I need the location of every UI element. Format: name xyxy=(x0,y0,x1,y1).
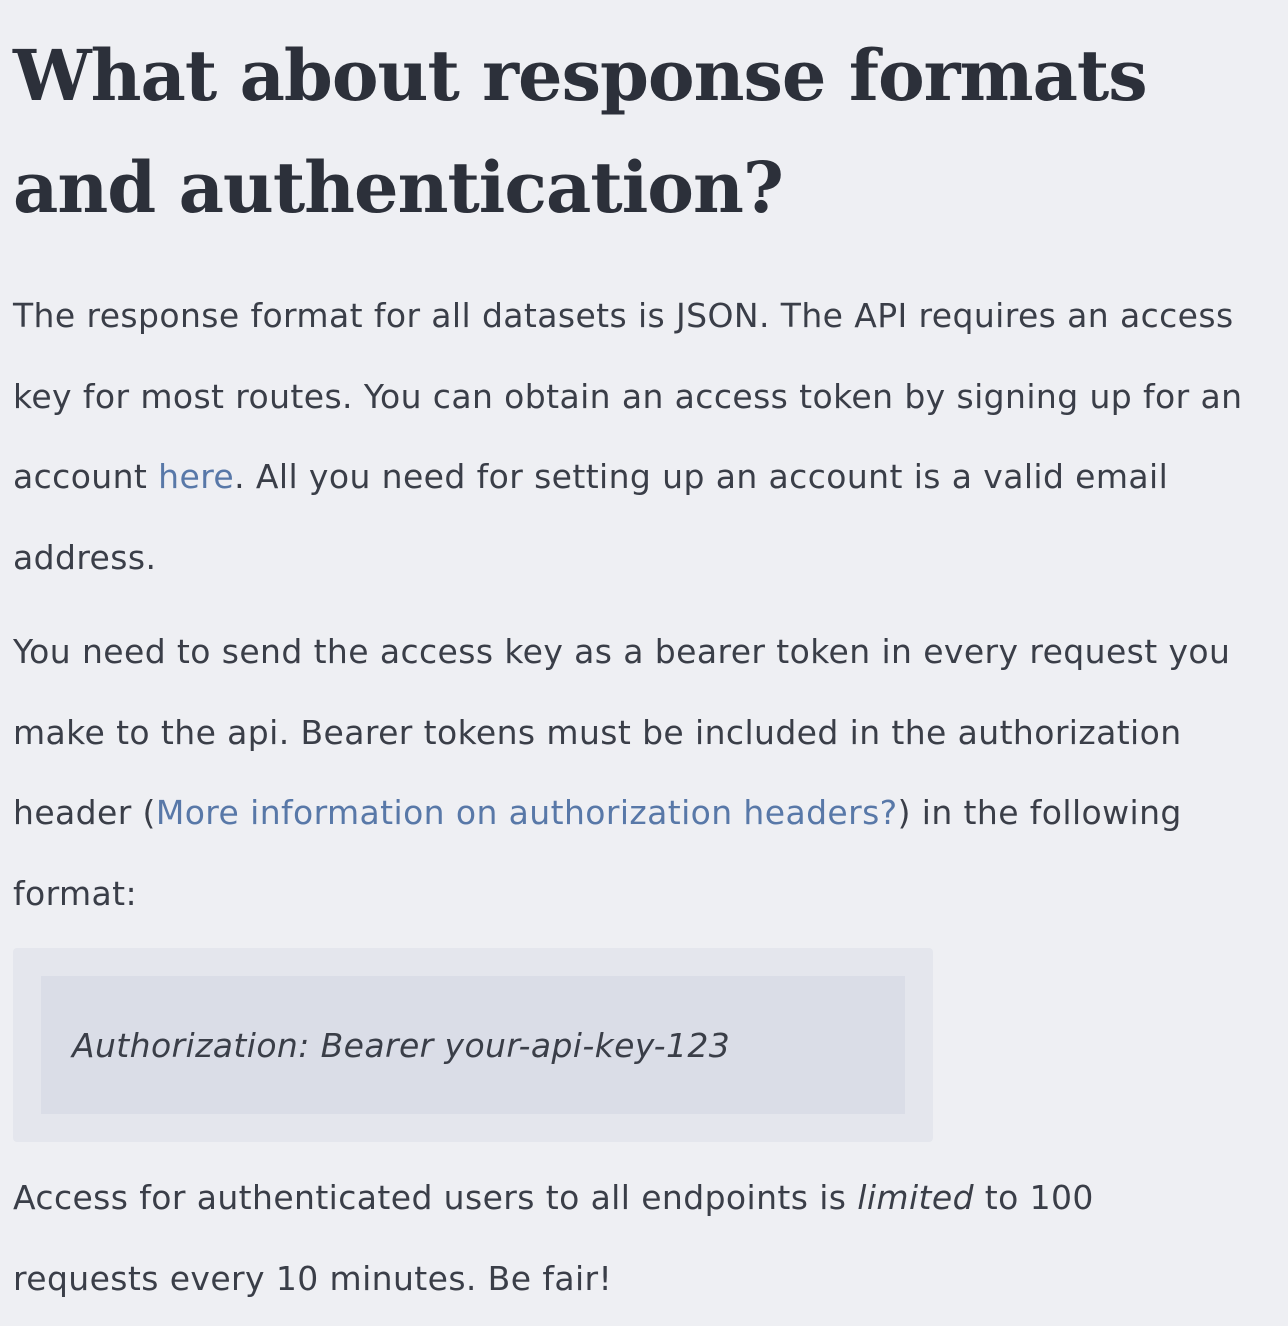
paragraph-text: ) in the following format: xyxy=(13,793,1182,913)
authorization-header-example: Authorization: Bearer your-api-key-123 xyxy=(72,1025,731,1065)
signup-here-link[interactable]: here xyxy=(158,457,235,496)
code-block xyxy=(13,948,933,1142)
paragraph-text: . All you need for setting up an account is a valid email address. xyxy=(13,457,1169,577)
paragraph-response-format xyxy=(13,276,1273,598)
paragraph-text: to 100 requests every 10 minutes. Be fair! xyxy=(13,1178,1094,1298)
paragraph-text: The response format for all datasets is JSON. The API requires an access key for most routes. You can obtain an access token by signing up for an account xyxy=(13,296,1243,496)
code-block-inner xyxy=(41,976,905,1114)
paragraph-text: Access for authenticated users to all endpoints is xyxy=(13,1178,858,1217)
authorization-headers-info-link[interactable]: More information on authorization headers? xyxy=(155,793,898,832)
paragraph-text: You need to send the access key as a bearer token in every request you make to the api. Bearer tokens must be included in the authorization header ( xyxy=(13,632,1231,832)
paragraph-rate-limit xyxy=(13,1158,1213,1319)
emphasis-limited: limited xyxy=(857,1178,974,1217)
paragraph-bearer-token xyxy=(13,612,1263,934)
section-heading: What about response formats and authentication? xyxy=(13,34,1147,229)
